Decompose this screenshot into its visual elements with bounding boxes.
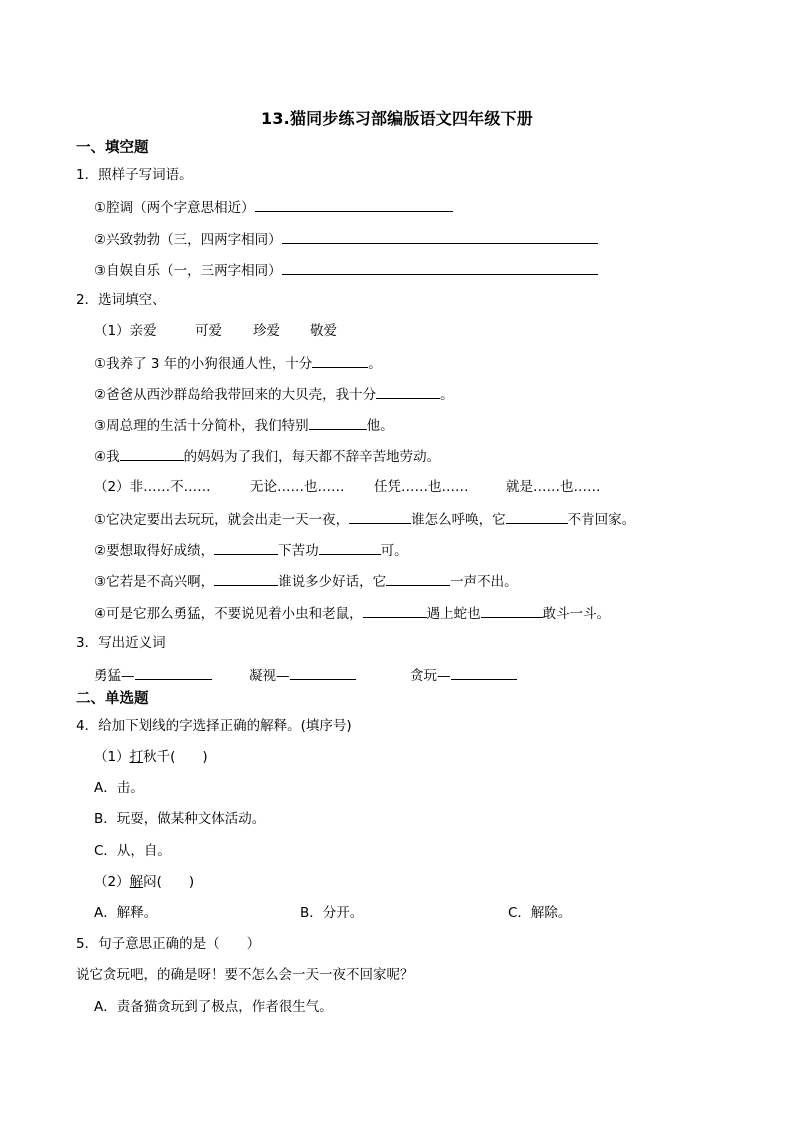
- question-1-item: [94, 197, 453, 217]
- answer-blank[interactable]: [120, 446, 184, 461]
- sentence-text: 。: [440, 387, 454, 403]
- answer-blank[interactable]: [319, 540, 381, 555]
- option-c[interactable]: C．解除。: [508, 905, 572, 921]
- sentence-text: 一声不出。: [450, 574, 518, 590]
- option-b[interactable]: B．分开。: [300, 905, 364, 921]
- synonym-word: 贪玩—: [410, 668, 451, 684]
- synonym-row: [94, 665, 517, 685]
- synonym-word: 勇猛—: [94, 668, 135, 684]
- answer-blank[interactable]: [481, 603, 543, 618]
- fill-sentence: [94, 540, 408, 560]
- sentence-text: 敢斗一斗。: [542, 606, 611, 622]
- answer-blank[interactable]: [214, 571, 278, 586]
- synonym-item: [94, 665, 249, 685]
- question-2-stem: 2．选词填空、: [76, 292, 166, 308]
- answer-blank[interactable]: [290, 665, 356, 680]
- synonym-item: [249, 665, 410, 685]
- sentence-text: ②爸爸从西沙群岛给我带回来的大贝壳，我十分: [94, 387, 377, 403]
- answer-blank[interactable]: [282, 229, 598, 244]
- fill-sentence: [94, 353, 382, 373]
- word-bank-2: [94, 478, 601, 496]
- answer-blank[interactable]: [135, 665, 212, 680]
- sentence-text: 谁说多少好话，它: [278, 574, 387, 590]
- word-option: 任凭……也……: [374, 479, 469, 495]
- sentence-text: ④我: [94, 449, 120, 465]
- part-number: （2）: [94, 874, 130, 890]
- answer-blank[interactable]: [376, 384, 440, 399]
- answer-blank[interactable]: [312, 353, 368, 368]
- section-heading-fill: 一、填空题: [76, 140, 149, 156]
- fill-sentence: [94, 446, 440, 466]
- sentence-text: 谁怎么呼唤，它: [411, 512, 506, 528]
- fill-sentence: [94, 384, 454, 404]
- page-title: 13.猫同步练习部编版语文四年级下册: [261, 109, 533, 128]
- sentence-text: 不肯回家。: [567, 512, 636, 528]
- fill-sentence: [94, 509, 635, 529]
- part-number: （1）: [94, 749, 130, 765]
- question-4-stem: 4．给加下划线的字选择正确的解释。(填序号): [76, 718, 352, 734]
- sentence-text: 他。: [366, 418, 394, 434]
- option-b[interactable]: B．玩耍，做某种文体活动。: [94, 811, 266, 827]
- option-a[interactable]: A．解释。: [94, 905, 158, 921]
- word-option: （2）非……不……: [94, 479, 211, 495]
- answer-blank[interactable]: [309, 415, 367, 430]
- sentence-text: ②要想取得好成绩，: [94, 543, 215, 559]
- question-4-part-2: [94, 873, 194, 891]
- word-option: 无论……也……: [250, 479, 345, 495]
- question-5-stem: 5．句子意思正确的是（ ）: [76, 936, 261, 952]
- word-option: 珍爱: [253, 323, 280, 339]
- question-4-part-1: [94, 748, 208, 766]
- synonym-word: 凝视—: [249, 668, 290, 684]
- answer-blank[interactable]: [451, 665, 517, 680]
- synonym-item: [410, 665, 517, 685]
- sentence-text: 遇上蛇也: [426, 606, 481, 622]
- sentence-text: 。: [368, 356, 382, 372]
- underlined-char: 解: [129, 874, 144, 890]
- sentence-text: ①它决定要出去玩玩，就会出走一天一夜，: [94, 512, 350, 528]
- underlined-char: 打: [129, 749, 144, 765]
- sentence-text: ④可是它那么勇猛，不要说见着小虫和老鼠，: [94, 606, 363, 622]
- option-c[interactable]: C．从，自。: [94, 843, 171, 859]
- sentence-text: 下苦功: [278, 543, 319, 559]
- answer-blank[interactable]: [386, 571, 450, 586]
- question-5-sentence: 说它贪玩吧，的确是呀！要不怎么会一天一夜不回家呢？: [76, 967, 414, 983]
- fill-sentence: [94, 571, 518, 591]
- option-a[interactable]: A．击。: [94, 780, 144, 796]
- item-text: ③自娱自乐（一，三两字相同）: [94, 263, 282, 279]
- answer-blank[interactable]: [255, 197, 453, 212]
- word-option: 敬爱: [310, 323, 337, 339]
- word-bank-1: [94, 322, 337, 340]
- question-1-item: [94, 260, 598, 280]
- fill-sentence: [94, 415, 394, 435]
- answer-blank[interactable]: [282, 260, 598, 275]
- option-a[interactable]: A．责备猫贪玩到了极点，作者很生气。: [94, 999, 333, 1015]
- sentence-text: ③它若是不高兴啊，: [94, 574, 215, 590]
- question-1-stem: 1．照样子写词语。: [76, 167, 193, 183]
- sentence-text: ③周总理的生活十分简朴，我们特别: [94, 418, 309, 434]
- part-text: 闷( ): [143, 874, 195, 890]
- question-1-item: [94, 229, 598, 249]
- answer-blank[interactable]: [363, 603, 427, 618]
- question-3-stem: 3．写出近义词: [76, 635, 166, 651]
- fill-sentence: [94, 603, 610, 623]
- word-option: 就是……也……: [506, 479, 601, 495]
- item-text: ①腔调（两个字意思相近）: [94, 200, 255, 216]
- section-heading-single: 二、单选题: [76, 691, 149, 707]
- answer-blank[interactable]: [349, 509, 411, 524]
- sentence-text: ①我养了 3 年的小狗很通人性，十分: [94, 356, 313, 372]
- part-text: 秋千( ): [143, 749, 208, 765]
- word-option: （1）亲爱: [94, 323, 157, 339]
- sentence-text: 可。: [380, 543, 408, 559]
- sentence-text: 的妈妈为了我们，每天都不辞辛苦地劳动。: [183, 449, 441, 465]
- answer-blank[interactable]: [214, 540, 278, 555]
- answer-blank[interactable]: [506, 509, 568, 524]
- item-text: ②兴致勃勃（三，四两字相同）: [94, 232, 282, 248]
- word-option: 可爱: [195, 323, 222, 339]
